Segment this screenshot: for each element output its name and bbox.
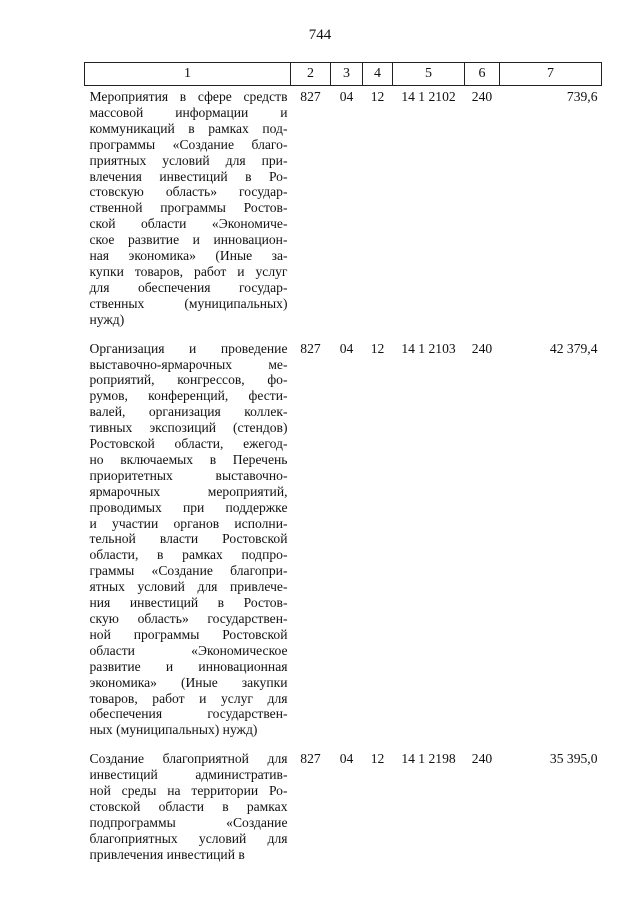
expense-item-name-line: стовской области в рамках [89,798,288,814]
header-col-6: 6 [465,63,500,86]
expense-item-name-line: приятных условий для при- [89,152,288,168]
expense-item-name [85,86,291,341]
expense-item-name-line: программы «Создание благо- [89,136,288,152]
expense-item-name-line: ния инвестиций в Ростов- [89,595,288,611]
header-col-2: 2 [291,63,331,86]
expense-item-name-line: обеспечения государствен- [89,706,288,722]
ministry-code: 827 [300,89,321,104]
expense-item-name-line: ятных условий для привлече- [89,579,288,595]
expense-item-name-line: роприятий, конгрессов, фо- [89,372,288,388]
expense-item-name-line: Организация и проведение [89,340,288,356]
expense-item-name-line: стовскую область» государ- [89,184,288,200]
expense-item-name-line: для обеспечения государ- [89,279,288,295]
expense-item-name-line: ной среды на территории Ро- [89,783,288,799]
expense-item-name-line: граммы «Создание благопри- [89,563,288,579]
ministry-code: 827 [300,751,321,767]
expense-type-code: 240 [471,751,493,767]
expense-item-name-line: румов, конференций, фести- [89,388,288,404]
amount-value: 42 379,4 [549,340,598,356]
expense-item-name-line: массовой информации и [89,104,288,120]
expense-item-name-line: благоприятных условий для [89,830,288,846]
header-col-3: 3 [331,63,363,86]
table-body [85,86,602,876]
page-number: 744 [308,27,332,43]
expense-item-name-line: ское развитие и инновацион- [89,232,288,248]
section-code: 04 [339,751,354,767]
expense-item-name-line: скую область» государствен- [89,611,288,626]
expense-item-name-line: ной программы Ростовской [89,626,288,642]
expense-item-name-line: ственной программы Ростов- [89,200,288,216]
table-header-row [85,63,602,86]
target-article-code: 14 1 2198 [401,751,456,767]
expense-item-name-line: проводимых при поддержке [89,499,288,515]
expense-item-name-line: и участии органов исполни- [89,515,288,531]
expense-item-name-line: развитие и инновационная [89,658,288,674]
expense-type-code: 240 [471,340,493,356]
expense-item-name-line: ственных (муниципальных) [89,295,288,311]
expense-item-name-line: приоритетных выставочно- [89,467,288,483]
subsection-code: 12 [370,89,385,104]
target-article-code: 14 1 2103 [401,340,456,356]
expense-item-name-line: валей, организация коллек- [89,404,288,420]
expense-item-name-line: ная экономика» (Иные за- [89,248,288,264]
expense-item-name [85,751,291,875]
expense-item-name-line: ской области «Экономиче- [89,216,288,232]
expense-item-name-line: нужд) [89,311,125,327]
expense-item-name-line: ных (муниципальных) нужд) [89,722,258,738]
table-row [85,341,602,752]
expense-item-name-line: ярмарочных мероприятий, [89,483,288,499]
expense-item-name-line: тивных экспозиций (стендов) [89,420,288,436]
budget-table [84,62,602,876]
table-row [85,86,602,341]
amount-value: 35 395,0 [549,751,598,767]
expense-item-name-line: влечения инвестиций в Ро- [89,168,288,184]
header-col-5: 5 [393,63,465,86]
header-col-1: 1 [85,63,291,86]
expense-item-name-line: но включаемых в Перечень [89,451,288,467]
expense-type-code: 240 [471,89,493,104]
target-article-code: 14 1 2102 [401,89,456,104]
header-col-7: 7 [500,63,602,86]
expense-item-name-line: области «Экономическое [89,642,288,658]
expense-item-name-line: Создание благоприятной для [89,751,288,767]
expense-item-name-line: товаров, работ и услуг для [89,690,288,706]
expense-item-name-line: инвестиций административ- [89,767,288,783]
expense-item-name-line: Мероприятия в сфере средств [89,89,288,104]
section-code: 04 [339,340,354,356]
amount-value: 739,6 [566,89,598,104]
table-row [85,751,602,875]
subsection-code: 12 [370,751,385,767]
expense-item-name-line: купки товаров, работ и услуг [89,263,288,279]
expense-item-name-line: области, в рамках подпро- [89,547,288,563]
expense-item-name-line: подпрограммы «Создание [89,814,288,830]
expense-item-name-line: коммуникаций в рамках под- [89,120,288,136]
expense-item-name-line: экономика» (Иные закупки [89,674,288,690]
section-code: 04 [339,89,354,104]
expense-item-name-line: тельной власти Ростовской [89,531,288,547]
header-col-4: 4 [363,63,393,86]
expense-item-name-line: выставочно-ярмарочных ме- [89,356,288,372]
expense-item-name-line: Ростовской области, ежегод- [89,436,288,452]
expense-item-name-line: привлечения инвестиций в [89,846,245,862]
expense-item-name [85,341,291,752]
subsection-code: 12 [370,340,385,356]
ministry-code: 827 [300,340,321,356]
